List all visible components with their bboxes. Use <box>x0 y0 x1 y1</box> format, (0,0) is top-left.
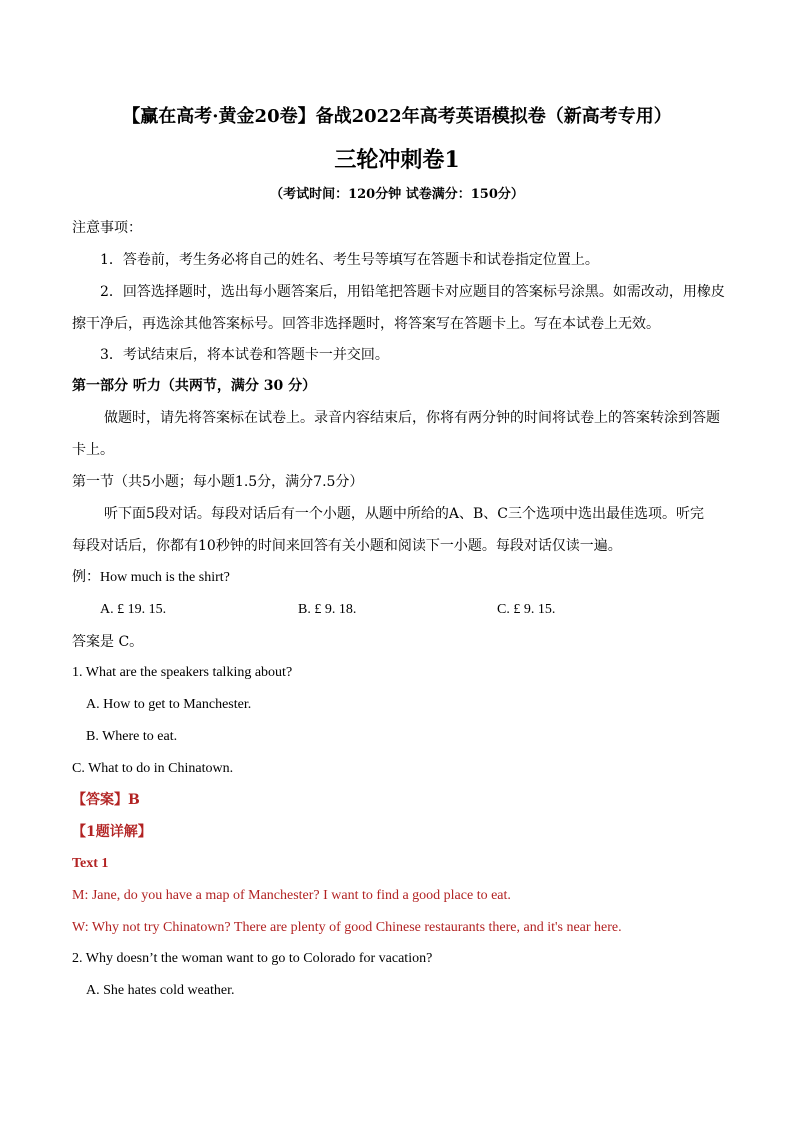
q2-option-a: A. She hates cold weather. <box>86 983 235 998</box>
example-option-a: A. £ 19. 15. <box>100 602 167 617</box>
example-answer: 答案是 C。 <box>72 634 144 650</box>
q1-transcript-w: W: Why not try Chinatown? There are plenty of good Chinese restaurants there, and it's near here. <box>72 920 622 935</box>
exam-meta: （考试时间：120分钟 试卷满分：150分） <box>270 187 524 202</box>
part1-heading: 第一部分 听力（共两节，满分 30 分） <box>72 378 317 394</box>
example-question: 例：How much is the shirt? <box>72 570 230 585</box>
notes-item-1: 1．答卷前，考生务必将自己的姓名、考生号等填写在答题卡和试卷指定位置上。 <box>100 252 599 268</box>
example-option-c: C. £ 9. 15. <box>497 602 556 617</box>
q1-option-c: C. What to do in Chinatown. <box>72 761 234 776</box>
part1-intro-line-2: 卡上。 <box>72 442 114 458</box>
q1-option-a: A. How to get to Manchester. <box>86 697 252 712</box>
notes-item-2-line-2: 擦干净后，再选涂其他答案标号。回答非选择题时，将答案写在答题卡上。写在本试卷上无效。 <box>72 316 660 332</box>
example-option-b: B. £ 9. 18. <box>298 602 357 617</box>
notes-item-2-line-1: 2．回答选择题时，选出每小题答案后，用铅笔把答题卡对应题目的答案标号涂黑。如需改动，用橡皮 <box>100 284 725 300</box>
notes-heading: 注意事项： <box>72 220 142 236</box>
section1-intro-line-2: 每段对话后，你都有10秒钟的时间来回答有关小题和阅读下一小题。每段对话仅读一遍。 <box>72 538 622 554</box>
q1-question: 1. What are the speakers talking about? <box>72 665 293 680</box>
q1-option-b: B. Where to eat. <box>86 729 178 744</box>
section1-intro-line-1: 听下面5段对话。每段对话后有一个小题，从题中所给的A、B、C三个选项中选出最佳选项。听完 <box>104 506 705 522</box>
q1-text-label: Text 1 <box>72 856 109 871</box>
document-title: 【赢在高考·黄金20卷】备战2022年高考英语模拟卷（新高考专用） <box>122 106 672 127</box>
q1-detail-label: 【1题详解】 <box>72 824 152 840</box>
q1-transcript-m: M: Jane, do you have a map of Manchester? I want to find a good place to eat. <box>72 888 511 903</box>
part1-intro-line-1: 做题时，请先将答案标在试卷上。录音内容结束后，你将有两分钟的时间将试卷上的答案转涂到答题 <box>104 410 720 426</box>
notes-item-3: 3．考试结束后，将本试卷和答题卡一并交回。 <box>100 347 389 363</box>
q2-question: 2. Why doesn’t the woman want to go to Colorado for vacation? <box>72 951 433 966</box>
section1-heading: 第一节（共5小题；每小题1.5分，满分7.5分） <box>72 474 364 490</box>
document-subtitle: 三轮冲刺卷1 <box>334 147 460 173</box>
q1-answer: 【答案】B <box>72 792 140 808</box>
